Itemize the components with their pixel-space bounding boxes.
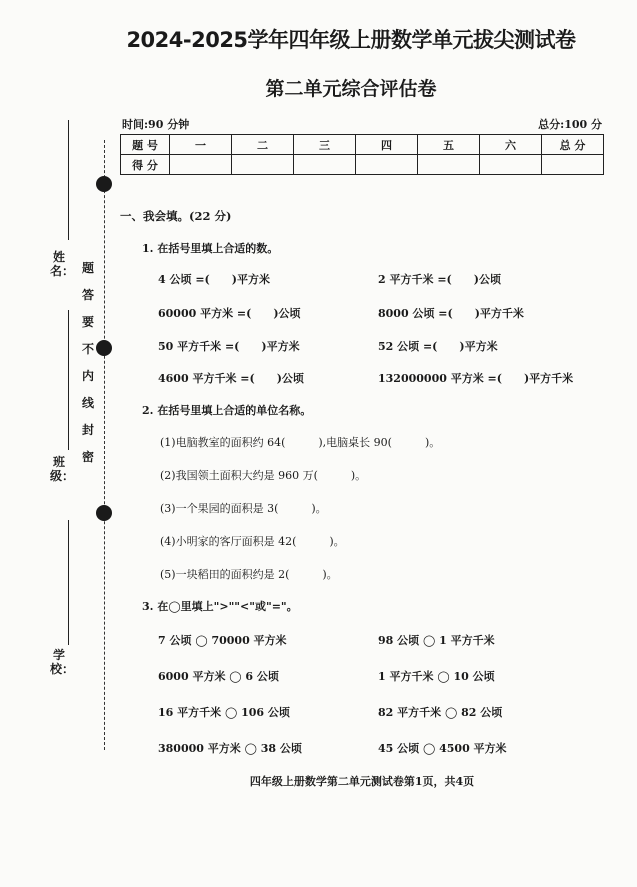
exam-title: 2024-2025学年四年级上册数学单元拔尖测试卷 (126, 28, 576, 52)
score-input-cell[interactable] (418, 155, 480, 175)
class-field[interactable] (68, 310, 69, 450)
exam-info-row (122, 116, 602, 132)
seal-char: 密 (81, 450, 94, 464)
question-item: 60000 平方米 =( )公顷 (158, 307, 301, 320)
score-table-header-row (121, 135, 604, 155)
question-item: 7 公顷 ◯ 70000 平方米 (158, 634, 287, 647)
seal-char: 要 (81, 315, 94, 329)
table-cell: 五 (418, 135, 480, 155)
table-cell: 四 (356, 135, 418, 155)
seal-char: 题 (81, 261, 94, 275)
name-field[interactable] (68, 120, 69, 240)
score-input-cell[interactable] (232, 155, 294, 175)
seal-char: 答 (81, 288, 94, 302)
score-input-cell[interactable] (294, 155, 356, 175)
table-cell: 三 (294, 135, 356, 155)
score-table (120, 134, 604, 175)
seal-char: 内 (81, 369, 94, 383)
table-cell: 一 (170, 135, 232, 155)
table-cell: 题 号 (121, 135, 170, 155)
question-prompt: 1. 在括号里填上合适的数。 (142, 242, 279, 255)
table-cell: 总 分 (542, 135, 604, 155)
question-item: 4 公顷 =( )平方米 (158, 273, 270, 286)
school-field[interactable] (68, 520, 69, 645)
question-item: 16 平方千米 ◯ 106 公顷 (158, 706, 290, 719)
question-item: 2 平方千米 =( )公顷 (378, 273, 501, 286)
question-item: (4)小明家的客厅面积是 42( )。 (160, 535, 345, 548)
score-table-score-row (121, 155, 604, 175)
question-item: 1 平方千米 ◯ 10 公顷 (378, 670, 495, 683)
seal-char: 不 (81, 342, 94, 356)
question-prompt: 2. 在括号里填上合适的单位名称。 (142, 404, 312, 417)
score-input-cell[interactable] (356, 155, 418, 175)
exam-subtitle: 第二单元综合评估卷 (265, 78, 437, 100)
table-cell: 六 (480, 135, 542, 155)
seal-char: 线 (81, 396, 94, 410)
question-item: 6000 平方米 ◯ 6 公顷 (158, 670, 279, 683)
punch-hole-icon (96, 340, 112, 356)
question-item: 4600 平方千米 =( )公顷 (158, 372, 304, 385)
page-footer: 四年级上册数学第二单元测试卷第1页，共4页 (249, 775, 475, 788)
question-item: (3)一个果园的面积是 3( )。 (160, 502, 327, 515)
question-item: 50 平方千米 =( )平方米 (158, 340, 300, 353)
question-item: 98 公顷 ◯ 1 平方千米 (378, 634, 495, 647)
question-item: 132000000 平方米 =( )平方千米 (378, 372, 574, 385)
seal-line-note (80, 255, 96, 471)
question-item: 52 公顷 =( )平方米 (378, 340, 498, 353)
question-item: (5)一块稻田的面积约是 2( )。 (160, 568, 338, 581)
punch-hole-icon (96, 176, 112, 192)
score-input-cell[interactable] (542, 155, 604, 175)
table-cell: 得 分 (121, 155, 170, 175)
school-label: 学校： (50, 648, 75, 676)
binding-dashed-line (104, 140, 105, 750)
punch-hole-icon (96, 505, 112, 521)
score-input-cell[interactable] (480, 155, 542, 175)
question-item: 8000 公顷 =( )平方千米 (378, 307, 524, 320)
seal-char: 封 (81, 423, 94, 437)
question-item: 380000 平方米 ◯ 38 公顷 (158, 742, 302, 755)
question-item: (1)电脑教室的面积约 64( ),电脑桌长 90( )。 (160, 436, 441, 449)
table-cell: 二 (232, 135, 294, 155)
question-item: (2)我国领土面积大约是 960 万( )。 (160, 469, 367, 482)
total-score: 总分:100 分 (538, 118, 602, 131)
score-input-cell[interactable] (170, 155, 232, 175)
question-prompt: 3. 在◯里填上">""<"或"="。 (142, 600, 298, 613)
name-label: 姓名： (50, 250, 75, 278)
question-item: 45 公顷 ◯ 4500 平方米 (378, 742, 507, 755)
question-item: 82 平方千米 ◯ 82 公顷 (378, 706, 503, 719)
time-limit: 时间:90 分钟 (122, 118, 190, 131)
section-title: 一、我会填。(22 分) (120, 209, 232, 223)
class-label: 班级： (50, 455, 75, 483)
